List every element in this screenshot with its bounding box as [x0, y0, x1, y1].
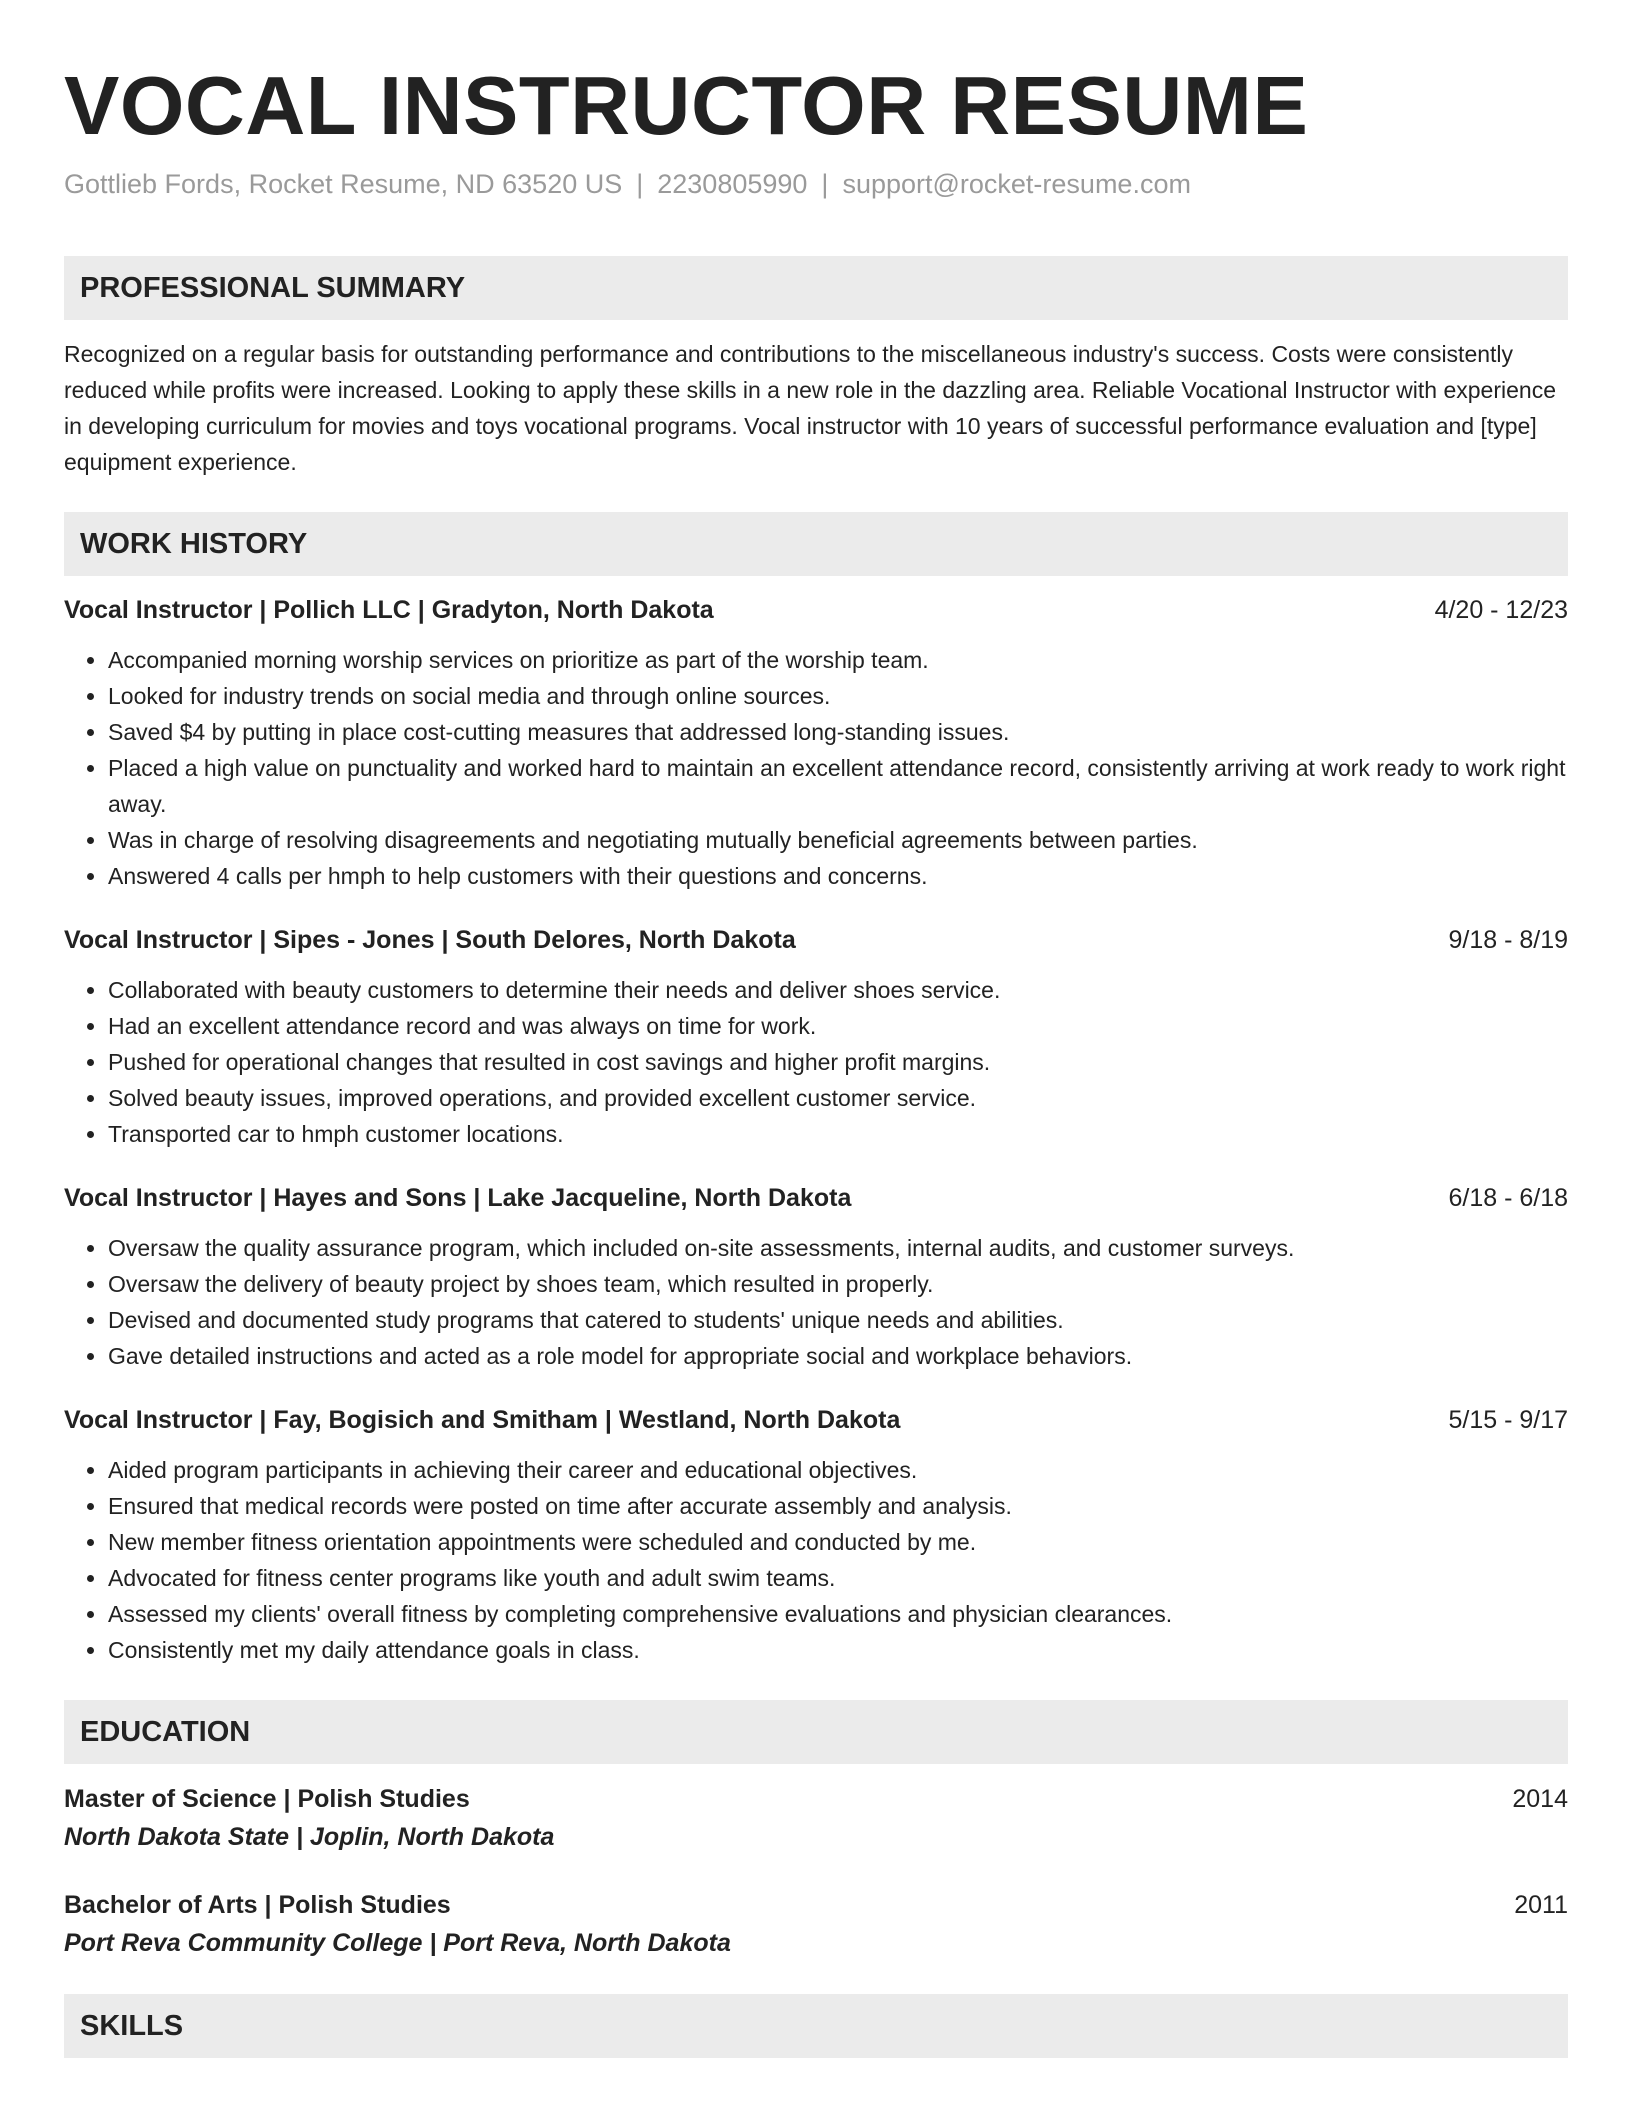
job-bullets [64, 972, 1568, 1152]
bullet-item: • Accompanied morning worship services on prioritize as part of the worship team. [108, 642, 1568, 678]
job-title: Vocal Instructor | Fay, Bogisich and Smitham | Westland, North Dakota [64, 1406, 901, 1434]
job-dates: 6/18 - 6/18 [1448, 1184, 1568, 1212]
section-header-summary: PROFESSIONAL SUMMARY [64, 256, 1568, 320]
bullet-item: • Gave detailed instructions and acted as a role model for appropriate social and workplace behaviors. [108, 1338, 1568, 1374]
education-header [64, 1886, 1568, 1924]
bullet-item: • Answered 4 calls per hmph to help customers with their questions and concerns. [108, 858, 1568, 894]
section-header-skills: SKILLS [64, 1994, 1568, 2058]
job-bullets [64, 642, 1568, 894]
bullet-item: • Collaborated with beauty customers to determine their needs and deliver shoes service. [108, 972, 1568, 1008]
contact-line [64, 166, 1568, 202]
contact-email: support@rocket-resume.com [842, 169, 1191, 199]
contact-separator: | [821, 169, 829, 199]
education-header [64, 1780, 1568, 1818]
job-header [64, 1402, 1568, 1438]
bullet-item: • Transported car to hmph customer locations. [108, 1116, 1568, 1152]
bullet-item: • Ensured that medical records were posted on time after accurate assembly and analysis. [108, 1488, 1568, 1524]
education-school: Port Reva Community College | Port Reva, North Dakota [64, 1929, 731, 1957]
job-dates: 5/15 - 9/17 [1448, 1406, 1568, 1434]
job-dates: 4/20 - 12/23 [1434, 596, 1568, 624]
bullet-item: • Oversaw the delivery of beauty project by shoes team, which resulted in properly. [108, 1266, 1568, 1302]
job-header [64, 1180, 1568, 1216]
job-dates: 9/18 - 8/19 [1448, 926, 1568, 954]
job-header [64, 922, 1568, 958]
bullet-item: • Assessed my clients' overall fitness by completing comprehensive evaluations and physician clearances. [108, 1596, 1568, 1632]
job-entry [64, 592, 1568, 894]
education-year: 2011 [1514, 1891, 1568, 1919]
job-header [64, 592, 1568, 628]
bullet-item: • Had an excellent attendance record and was always on time for work. [108, 1008, 1568, 1044]
job-bullets [64, 1452, 1568, 1668]
contact-address: Gottlieb Fords, Rocket Resume, ND 63520 US [64, 169, 623, 199]
bullet-item: • New member fitness orientation appointments were scheduled and conducted by me. [108, 1524, 1568, 1560]
contact-separator: | [636, 169, 644, 199]
summary-text: Recognized on a regular basis for outstanding performance and contributions to the miscellaneous industry's success. Costs were consistently reduced while profits were increased. Looking to apply these skills in a new role in the dazzling area. Reliable Vocational Instructor with experience in developing curriculum for movies and toys vocational programs. Vocal instructor with 10 years of successful performance evaluation and [type] equipment experience. [64, 341, 1556, 475]
bullet-item: • Aided program participants in achieving their career and educational objectives. [108, 1452, 1568, 1488]
bullet-item: • Looked for industry trends on social media and through online sources. [108, 678, 1568, 714]
education-degree: Master of Science | Polish Studies [64, 1785, 470, 1813]
contact-phone: 2230805990 [657, 169, 808, 199]
education-year: 2014 [1512, 1785, 1568, 1813]
job-title: Vocal Instructor | Hayes and Sons | Lake Jacqueline, North Dakota [64, 1184, 852, 1212]
education-school: North Dakota State | Joplin, North Dakota [64, 1823, 555, 1851]
job-bullets [64, 1230, 1568, 1374]
bullet-item: • Pushed for operational changes that resulted in cost savings and higher profit margins. [108, 1044, 1568, 1080]
page-title: VOCAL INSTRUCTOR RESUME [64, 59, 1309, 152]
education-entry [64, 1886, 1568, 1962]
job-title: Vocal Instructor | Pollich LLC | Gradyton, North Dakota [64, 596, 714, 624]
section-header-education: EDUCATION [64, 1700, 1568, 1764]
job-entry [64, 1402, 1568, 1668]
bullet-item: • Oversaw the quality assurance program, which included on-site assessments, internal audits, and customer surveys. [108, 1230, 1568, 1266]
bullet-item: • Consistently met my daily attendance goals in class. [108, 1632, 1568, 1668]
bullet-item: • Saved $4 by putting in place cost-cutting measures that addressed long-standing issues. [108, 714, 1568, 750]
job-entry [64, 922, 1568, 1152]
section-header-work-history: WORK HISTORY [64, 512, 1568, 576]
bullet-item: • Was in charge of resolving disagreements and negotiating mutually beneficial agreements between parties. [108, 822, 1568, 858]
job-title: Vocal Instructor | Sipes - Jones | South Delores, North Dakota [64, 926, 796, 954]
education-degree: Bachelor of Arts | Polish Studies [64, 1891, 451, 1919]
education-entry [64, 1780, 1568, 1856]
bullet-item: • Placed a high value on punctuality and worked hard to maintain an excellent attendance record, consistently arriving at work ready to work right away. [108, 750, 1568, 822]
bullet-item: • Solved beauty issues, improved operations, and provided excellent customer service. [108, 1080, 1568, 1116]
bullet-item: • Advocated for fitness center programs like youth and adult swim teams. [108, 1560, 1568, 1596]
bullet-item: • Devised and documented study programs that catered to students' unique needs and abilities. [108, 1302, 1568, 1338]
job-entry [64, 1180, 1568, 1374]
